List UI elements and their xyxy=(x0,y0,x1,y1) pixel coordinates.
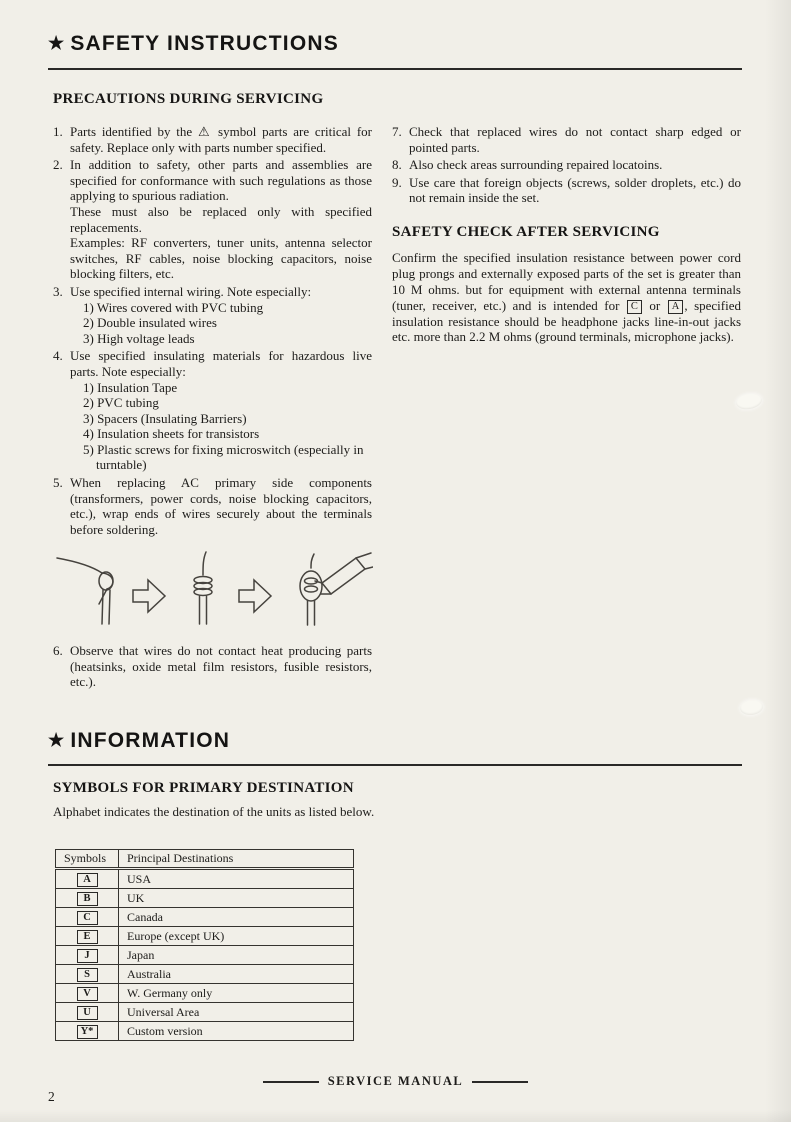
right-column xyxy=(392,124,741,345)
item-text: Use care that foreign objects (screws, solder droplets, etc.) do not remain inside the set. xyxy=(409,174,741,206)
sub-item: 1) Wires covered with PVC tubing xyxy=(83,299,264,315)
star-icon: ★ xyxy=(48,730,66,750)
item-number: 8. xyxy=(392,157,402,173)
destination-cell: Japan xyxy=(119,946,354,965)
table-header-symbols: Symbols xyxy=(56,850,119,869)
item-lead: Use specified insulating materials for hazardous live parts. Note especially: xyxy=(70,348,372,379)
footer-rule-left xyxy=(263,1081,319,1083)
table-row xyxy=(56,889,354,908)
sub-item: 4) Insulation sheets for transistors xyxy=(83,426,260,442)
wrapped-wire-figure xyxy=(194,552,212,624)
punch-hole xyxy=(735,392,763,411)
list-item xyxy=(53,475,372,537)
table-row xyxy=(56,869,354,889)
item-number: 7. xyxy=(392,124,402,139)
sub-item: 2) Double insulated wires xyxy=(83,315,217,331)
symbols-heading: SYMBOLS FOR PRIMARY DESTINATION xyxy=(53,780,354,796)
item-number: 5. xyxy=(53,475,63,491)
scan-edge-shadow xyxy=(765,0,791,1122)
item-text: Also check areas surrounding repaired locatoins. xyxy=(409,157,663,173)
list-item xyxy=(53,643,372,690)
arrow-icon xyxy=(239,580,271,612)
section-divider xyxy=(48,764,742,766)
footer xyxy=(0,1074,791,1089)
safety-check-text: , specified insulation resistance should be headphone jacks line-in-out jacks etc. more than 2.2 M ohms (ground terminals, microphone jacks). xyxy=(392,297,741,345)
destination-cell: Europe (except UK) xyxy=(119,927,354,946)
sub-item: 3) High voltage leads xyxy=(83,330,195,346)
boxed-letter: C xyxy=(627,300,642,314)
safety-check-paragraph xyxy=(392,250,741,345)
item-number: 9. xyxy=(392,174,402,190)
star-icon: ★ xyxy=(48,33,66,53)
safety-check-heading: SAFETY CHECK AFTER SERVICING xyxy=(392,223,660,240)
section-divider xyxy=(48,68,742,70)
table-row xyxy=(56,946,354,965)
table-row xyxy=(56,927,354,946)
list-item xyxy=(392,124,741,155)
symbol-badge: J xyxy=(77,949,98,963)
table-row xyxy=(56,1003,354,1022)
symbol-badge: A xyxy=(77,873,98,887)
item-text: Observe that wires do not contact heat producing parts (heatsinks, oxide metal film resistors, fusible resistors, etc.). xyxy=(70,643,372,690)
list-item xyxy=(392,175,741,206)
item-text: Check that replaced wires do not contact sharp edged or pointed parts. xyxy=(409,124,741,155)
soldering-iron-figure xyxy=(300,553,373,625)
item-text: When replacing AC primary side components (transformers, power cords, noise blocking capacitors, etc.), wrap ends of wires securely about the terminals before soldering. xyxy=(70,475,372,537)
item-number: 1. xyxy=(53,124,63,139)
destination-cell: UK xyxy=(119,889,354,908)
sub-item: 5) Plastic screws for fixing microswitch (especially in turntable) xyxy=(83,441,364,473)
safety-check-text: Confirm the specified insulation resistance between power cord plug prongs and externally exposed parts of the set is greater than 10 M ohms. but for equipment with external antenna terminals (tuner, receiver, etc.) and is intended for xyxy=(392,249,741,313)
table-header-destinations: Principal Destinations xyxy=(119,850,354,869)
table-row xyxy=(56,1022,354,1041)
destination-cell: Universal Area xyxy=(119,1003,354,1022)
item-text xyxy=(70,157,372,282)
destination-cell: Custom version xyxy=(119,1022,354,1041)
item-lead: Use specified internal wiring. Note especially: xyxy=(70,283,312,299)
table-row xyxy=(56,908,354,927)
list-item xyxy=(53,124,372,155)
list-item xyxy=(53,157,372,282)
terminal-wire-figure xyxy=(57,558,113,624)
safety-section-title xyxy=(48,32,339,56)
symbol-badge: B xyxy=(77,892,98,906)
item-text xyxy=(70,284,372,346)
sub-item: 1) Insulation Tape xyxy=(83,379,178,395)
list-item xyxy=(53,284,372,346)
table-row xyxy=(56,965,354,984)
destination-cell: Canada xyxy=(119,908,354,927)
list-item xyxy=(53,348,372,473)
symbol-badge: C xyxy=(77,911,98,925)
symbol-badge: S xyxy=(77,968,98,982)
page-number: 2 xyxy=(48,1089,55,1104)
symbol-badge: Y* xyxy=(77,1025,98,1039)
information-title-text: INFORMATION xyxy=(70,729,231,752)
sub-item: 3) Spacers (Insulating Barriers) xyxy=(83,410,247,426)
safety-title-text: SAFETY INSTRUCTIONS xyxy=(70,32,339,55)
destination-cell: Australia xyxy=(119,965,354,984)
footer-label: SERVICE MANUAL xyxy=(327,1074,464,1088)
item-paragraph: Examples: RF converters, tuner units, antenna selector switches, RF cables, noise blocking capacitors, noise blocking filters, etc. xyxy=(70,235,372,282)
symbols-intro-text: Alphabet indicates the destination of the units as listed below. xyxy=(53,804,375,819)
symbol-badge: U xyxy=(77,1006,98,1020)
symbol-badge: E xyxy=(77,930,98,944)
item-number: 4. xyxy=(53,348,63,364)
information-section-title xyxy=(48,729,230,753)
table-header-row xyxy=(56,850,354,869)
destination-cell: USA xyxy=(119,869,354,889)
list-item xyxy=(392,157,741,173)
sub-item: 2) PVC tubing xyxy=(83,395,159,411)
item-text xyxy=(70,348,372,473)
destination-table xyxy=(55,849,354,1041)
item-number: 3. xyxy=(53,283,63,299)
table-row xyxy=(56,984,354,1003)
symbol-badge: V xyxy=(77,987,98,1001)
scan-edge-shadow-bottom xyxy=(0,1110,791,1122)
destination-cell: W. Germany only xyxy=(119,984,354,1003)
arrow-icon xyxy=(133,580,165,612)
item-paragraph: In addition to safety, other parts and assemblies are specified for conformance with such regulations as those applying to spurious radiation. xyxy=(70,157,372,204)
footer-rule-right xyxy=(472,1081,528,1083)
soldering-illustration-svg xyxy=(53,550,373,630)
punch-hole xyxy=(739,699,763,716)
item-number: 6. xyxy=(53,643,63,659)
safety-check-text: or xyxy=(642,297,667,313)
soldering-illustration xyxy=(53,550,372,634)
item-paragraph: These must also be replaced only with specified replacements. xyxy=(70,203,372,235)
item-text: Parts identified by the ⚠ symbol parts are critical for safety. Replace only with parts number specified. xyxy=(70,124,372,155)
boxed-letter: A xyxy=(668,300,684,314)
item-number: 2. xyxy=(53,157,63,173)
left-column xyxy=(53,90,372,692)
precautions-heading: PRECAUTIONS DURING SERVICING xyxy=(53,91,324,107)
